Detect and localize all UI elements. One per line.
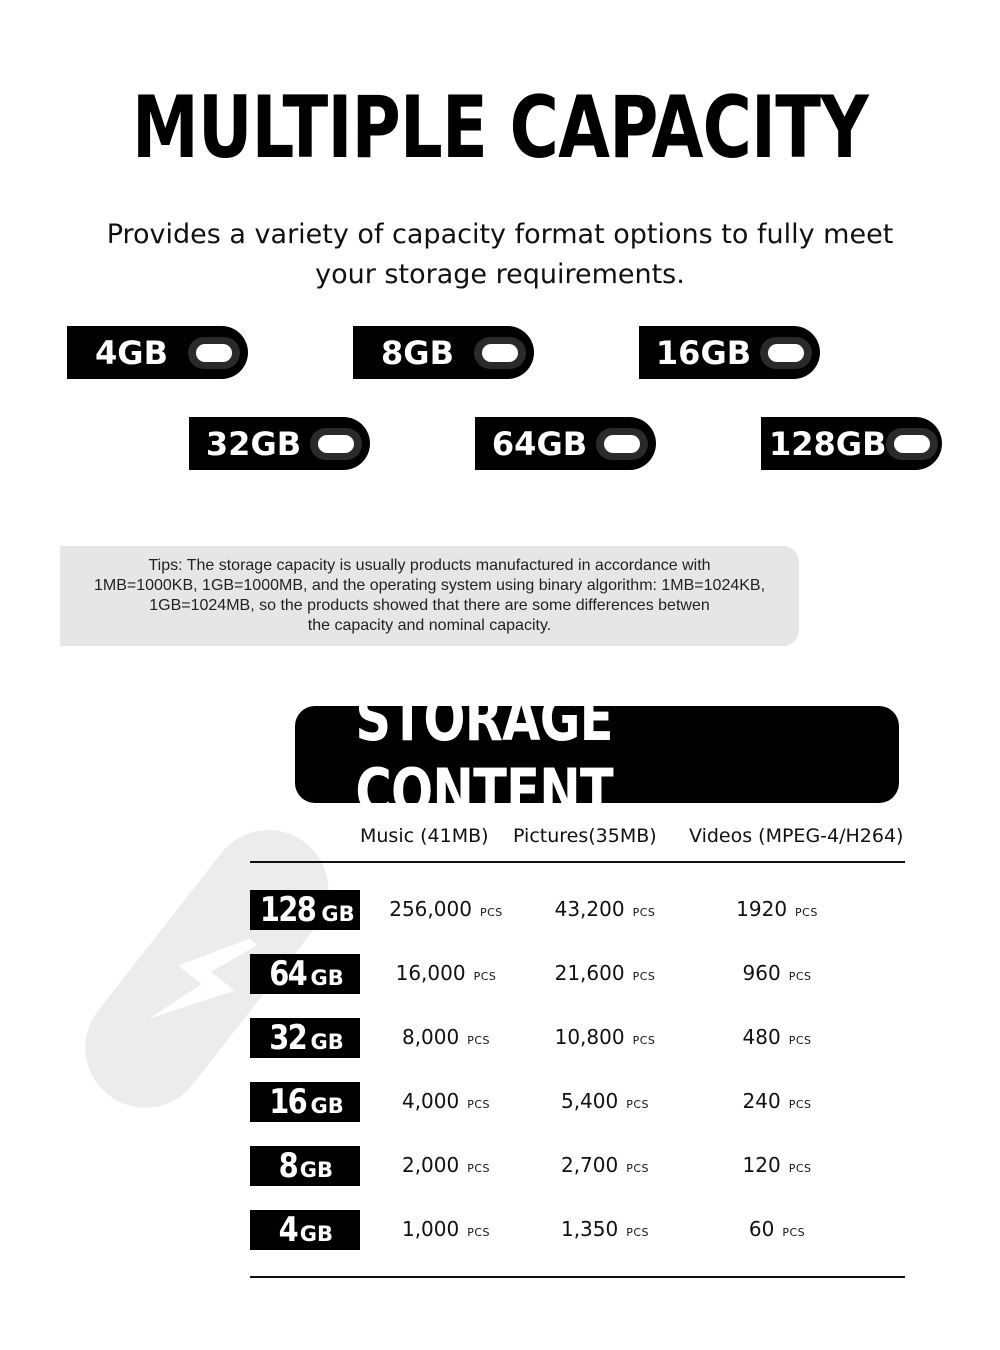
cell-value: 1920 (736, 897, 788, 921)
tips-line-4: the capacity and nominal capacity. (307, 617, 552, 634)
capacity-label: 128GB (769, 424, 887, 463)
pcs-unit: PCS (626, 1098, 650, 1111)
tips-line-3: 1GB=1024MB, so the products showed that there are some differences betwen (149, 597, 710, 614)
capacity-row-size: 64 (269, 954, 307, 994)
cell-pictures (515, 1089, 695, 1113)
pcs-unit: PCS (467, 1226, 491, 1239)
cell-value: 256,000 (389, 897, 472, 921)
pcs-unit: PCS (632, 1034, 656, 1047)
pcs-unit: PCS (782, 1226, 806, 1239)
capacity-option-16gb[interactable] (639, 326, 820, 379)
cell-videos (687, 1089, 867, 1113)
cell-videos (687, 1217, 867, 1241)
pcs-unit: PCS (788, 970, 812, 983)
cell-value: 240 (742, 1089, 781, 1113)
pcs-unit: PCS (788, 1162, 812, 1175)
pcs-unit: PCS (632, 906, 656, 919)
cell-value: 480 (742, 1025, 781, 1049)
cell-music (356, 1217, 536, 1241)
cell-music (356, 961, 536, 985)
cell-videos (687, 897, 867, 921)
capacity-row-size: 8 (278, 1146, 298, 1186)
cell-value: 60 (748, 1217, 775, 1241)
pcs-unit: PCS (788, 1098, 812, 1111)
capacity-row-size: 16 (269, 1082, 307, 1122)
cell-value: 10,800 (554, 1025, 625, 1049)
capacity-row-unit: GB (310, 966, 344, 990)
column-header-videos: Videos (MPEG-4/H264) (689, 825, 904, 847)
capacity-option-128gb[interactable] (761, 417, 942, 470)
capacity-row-unit: GB (299, 1158, 333, 1182)
capacity-row-badge (250, 1082, 360, 1122)
cell-pictures (515, 1025, 695, 1049)
pcs-unit: PCS (473, 970, 497, 983)
pcs-unit: PCS (467, 1098, 491, 1111)
cell-value: 21,600 (554, 961, 625, 985)
column-header-pictures: Pictures(35MB) (513, 825, 657, 847)
cell-value: 120 (742, 1153, 781, 1177)
cell-music (356, 897, 536, 921)
toggle-switch-icon (310, 428, 362, 460)
cell-pictures (515, 961, 695, 985)
capacity-option-32gb[interactable] (189, 417, 370, 470)
toggle-switch-icon (886, 428, 938, 460)
cell-music (356, 1153, 536, 1177)
cell-value: 5,400 (560, 1089, 619, 1113)
pcs-unit: PCS (632, 970, 656, 983)
cell-value: 1,000 (401, 1217, 460, 1241)
pcs-unit: PCS (626, 1226, 650, 1239)
cell-value: 2,000 (401, 1153, 460, 1177)
pcs-unit: PCS (467, 1034, 491, 1047)
capacity-option-8gb[interactable] (353, 326, 534, 379)
page-subtitle (100, 215, 900, 295)
subtitle-line-1: Provides a variety of capacity format options to fully meet (106, 219, 894, 250)
toggle-switch-icon (596, 428, 648, 460)
capacity-row-size: 32 (269, 1018, 307, 1058)
capacity-label: 32GB (205, 424, 302, 463)
cell-pictures (515, 1217, 695, 1241)
capacity-row-badge (250, 1018, 360, 1058)
tips-box (60, 546, 799, 646)
cell-value: 4,000 (401, 1089, 460, 1113)
capacity-row-unit: GB (321, 902, 355, 926)
capacity-label: 16GB (655, 333, 752, 372)
storage-content-banner (295, 681, 899, 828)
capacity-option-64gb[interactable] (475, 417, 656, 470)
tips-line-1: Tips: The storage capacity is usually products manufactured in accordance with (148, 557, 711, 574)
capacity-row-unit: GB (299, 1222, 333, 1246)
capacity-row-size: 128 (260, 890, 316, 930)
pcs-unit: PCS (479, 906, 503, 919)
cell-videos (687, 961, 867, 985)
cell-pictures (515, 897, 695, 921)
capacity-row-badge (250, 1210, 360, 1250)
cell-value: 1,350 (560, 1217, 619, 1241)
pcs-unit: PCS (626, 1162, 650, 1175)
table-top-rule (250, 861, 905, 863)
capacity-row-badge (250, 890, 360, 930)
capacity-label: 4GB (95, 333, 168, 372)
cropped-footnote (420, 1292, 905, 1300)
table-bottom-rule (250, 1276, 905, 1278)
capacity-label: 8GB (381, 333, 454, 372)
column-header-music: Music (41MB) (360, 825, 489, 847)
capacity-row-size: 4 (278, 1210, 298, 1250)
storage-content-title: STORAGE CONTENT (355, 681, 613, 828)
pcs-unit: PCS (788, 1034, 812, 1047)
capacity-row-badge (250, 1146, 360, 1186)
capacity-label: 64GB (491, 424, 588, 463)
capacity-row-badge (250, 954, 360, 994)
cell-music (356, 1089, 536, 1113)
pcs-unit: PCS (795, 906, 818, 919)
capacity-row-unit: GB (310, 1094, 344, 1118)
cell-music (356, 1025, 536, 1049)
cell-value: 16,000 (395, 961, 466, 985)
cell-videos (687, 1153, 867, 1177)
tips-line-2: 1MB=1000KB, 1GB=1000MB, and the operating system using binary algorithm: 1MB=1024KB, (93, 577, 766, 594)
capacity-row-unit: GB (310, 1030, 344, 1054)
capacity-option-4gb[interactable] (67, 326, 248, 379)
cell-pictures (515, 1153, 695, 1177)
toggle-switch-icon (188, 337, 240, 369)
cell-value: 43,200 (554, 897, 625, 921)
cell-value: 8,000 (401, 1025, 460, 1049)
cell-value: 2,700 (560, 1153, 619, 1177)
page-title: MULTIPLE CAPACITY (131, 78, 868, 178)
subtitle-line-2: your storage requirements. (315, 259, 685, 290)
cell-value: 960 (742, 961, 781, 985)
toggle-switch-icon (760, 337, 812, 369)
toggle-switch-icon (474, 337, 526, 369)
pcs-unit: PCS (467, 1162, 491, 1175)
cell-videos (687, 1025, 867, 1049)
